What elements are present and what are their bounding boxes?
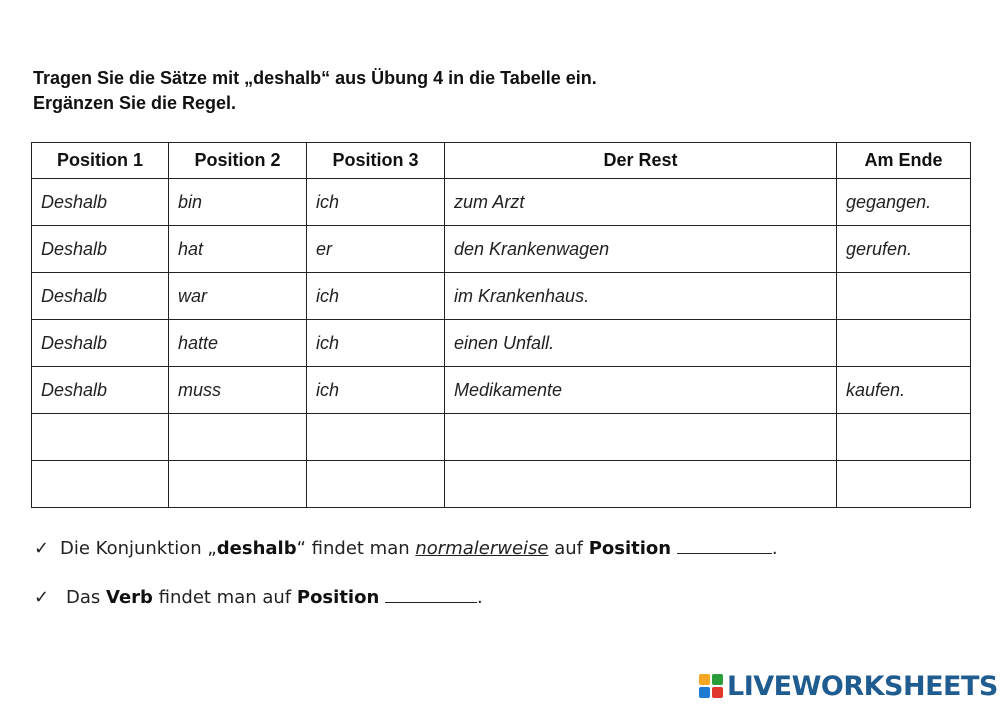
table-row — [32, 367, 971, 414]
header-position-2: Position 2 — [169, 143, 307, 179]
logo-text: LIVEWORKSHEETS — [727, 670, 998, 702]
table-cell[interactable] — [837, 320, 971, 367]
rule-1-bold-position: Position — [588, 538, 672, 559]
checkmark-icon: ✓ — [34, 538, 50, 559]
table-cell[interactable]: ich — [307, 273, 445, 320]
table-row — [32, 179, 971, 226]
instructions — [33, 66, 933, 116]
rule-2-bold-position: Position — [296, 587, 380, 608]
header-der-rest: Der Rest — [445, 143, 837, 179]
table-cell[interactable] — [307, 461, 445, 508]
table-cell[interactable]: muss — [169, 367, 307, 414]
table-cell[interactable]: war — [169, 273, 307, 320]
table-cell[interactable] — [307, 414, 445, 461]
table-cell[interactable]: einen Unfall. — [445, 320, 837, 367]
rule-2-answer-blank[interactable] — [385, 584, 477, 603]
logo-square — [712, 687, 723, 698]
table-cell[interactable] — [169, 461, 307, 508]
table-row — [32, 461, 971, 508]
table-cell[interactable]: ich — [307, 367, 445, 414]
table-cell[interactable]: hat — [169, 226, 307, 273]
table-header-row — [32, 143, 971, 179]
table-cell[interactable] — [445, 461, 837, 508]
instruction-line-2: Ergänzen Sie die Regel. — [33, 93, 237, 113]
rule-1-answer-blank[interactable] — [677, 535, 772, 554]
table-cell[interactable]: Deshalb — [32, 179, 169, 226]
table-cell[interactable]: ich — [307, 320, 445, 367]
table-cell[interactable] — [445, 414, 837, 461]
table-cell[interactable] — [837, 414, 971, 461]
header-position-1: Position 1 — [32, 143, 169, 179]
table-cell[interactable]: kaufen. — [837, 367, 971, 414]
table-row — [32, 226, 971, 273]
header-am-ende: Am Ende — [837, 143, 971, 179]
table-cell[interactable] — [32, 461, 169, 508]
table-cell[interactable]: Deshalb — [32, 226, 169, 273]
rule-2-end: . — [477, 587, 483, 608]
table-row — [32, 273, 971, 320]
liveworksheets-logo — [699, 671, 998, 701]
table-row — [32, 320, 971, 367]
rule-1-text-c: auf — [548, 538, 589, 559]
rule-1-bold-word: deshalb — [216, 538, 297, 559]
table-cell[interactable]: im Krankenhaus. — [445, 273, 837, 320]
table-cell[interactable]: gegangen. — [837, 179, 971, 226]
table-cell[interactable] — [169, 414, 307, 461]
table-cell[interactable]: Medikamente — [445, 367, 837, 414]
table-cell[interactable]: Deshalb — [32, 320, 169, 367]
rule-1-underlined-word: normalerweise — [415, 538, 549, 559]
table-cell[interactable] — [837, 461, 971, 508]
header-position-3: Position 3 — [307, 143, 445, 179]
instruction-line-1: Tragen Sie die Sätze mit „deshalb“ aus Übung 4 in die Tabelle ein. — [33, 68, 597, 88]
table-cell[interactable] — [32, 414, 169, 461]
table-cell[interactable]: ich — [307, 179, 445, 226]
rule-1-end: . — [771, 538, 778, 559]
rule-1-text-a: Die Konjunktion „ — [60, 538, 217, 559]
rule-2-text-a: Das — [66, 587, 106, 608]
logo-square — [712, 674, 723, 685]
table-row — [32, 414, 971, 461]
rule-1 — [34, 535, 778, 559]
table-cell[interactable]: Deshalb — [32, 273, 169, 320]
table-cell[interactable]: bin — [169, 179, 307, 226]
checkmark-icon: ✓ — [34, 587, 50, 608]
table-cell[interactable]: Deshalb — [32, 367, 169, 414]
table-cell[interactable]: zum Arzt — [445, 179, 837, 226]
table-cell[interactable] — [837, 273, 971, 320]
table-cell[interactable]: den Krankenwagen — [445, 226, 837, 273]
table-cell[interactable]: gerufen. — [837, 226, 971, 273]
rule-2-text-b: findet man auf — [152, 587, 297, 608]
logo-square — [699, 674, 710, 685]
table-cell[interactable]: er — [307, 226, 445, 273]
rule-2 — [34, 584, 483, 608]
logo-mark-icon — [699, 674, 723, 698]
logo-square — [699, 687, 710, 698]
table-cell[interactable]: hatte — [169, 320, 307, 367]
rule-2-bold-word: Verb — [106, 587, 153, 608]
rule-1-text-b: “ findet man — [296, 538, 416, 559]
sentence-table — [31, 142, 971, 508]
